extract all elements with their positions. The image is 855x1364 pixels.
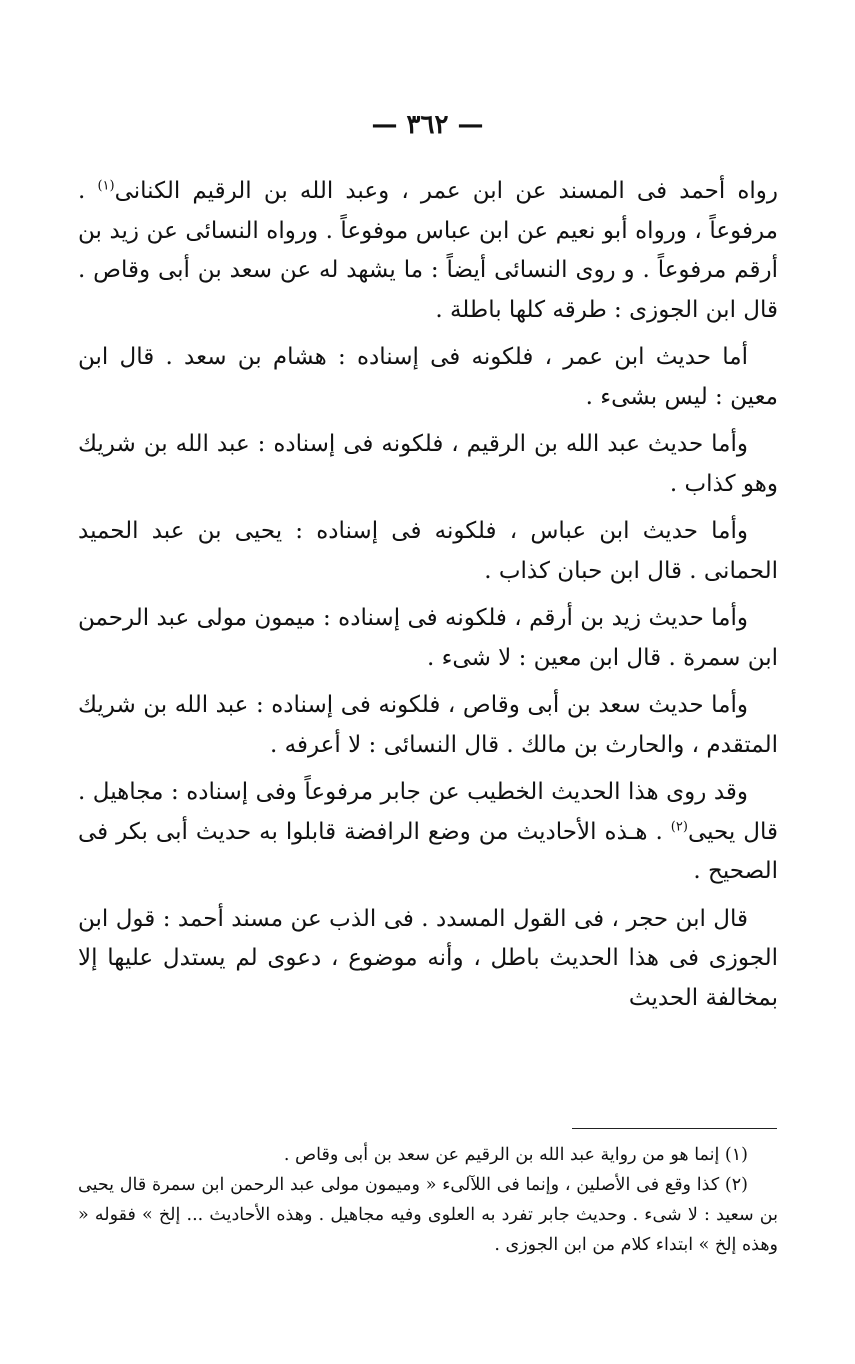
footnote-separator (572, 1128, 777, 1129)
paragraph-4: وأما حديث ابن عباس ، فلكونه فى إسناده : يحيى بن عبد الحميد الحمانى . قال ابن حبان كذاب . (78, 518, 778, 584)
footnote-ref-2[interactable]: (٢) (670, 818, 688, 834)
paragraph-3: وأما حديث عبد الله بن الرقيم ، فلكونه فى إسناده : عبد الله بن شريك وهو كذاب . (78, 431, 778, 497)
page-number: — ٣٦٢ — (371, 110, 484, 140)
footnote-2: (٢) كذا وقع فى الأصلين ، وإنما فى اللآلىء « وميمون مولى عبد الرحمن ابن سمرة قال يحيى بن سعيد : لا شىء . وحديث جابر تفرد به العلوى وفيه مجاهيل . وهذه الأحاديث ... إلخ » فقوله « وهذه إلخ » ابتداء كلام من ابن الجوزى . (78, 1175, 778, 1255)
footnotes (78, 1140, 778, 1260)
paragraph-7: وقد روى هذا الحديث الخطيب عن جابر مرفوعاً وفى إسناده : مجاهيل . قال يحيى$^{(٢)}$ . هـذه الأحاديث من وضع الرافضة قابلوا به حديث أبى بكر فى الصحيح . (78, 779, 778, 884)
paragraph-2: أما حديث ابن عمر ، فلكونه فى إسناده : هشام بن سعد . قال ابن معين : ليس بشىء . (78, 344, 778, 410)
paragraph-6: وأما حديث سعد بن أبى وقاص ، فلكونه فى إسناده : عبد الله بن شريك المتقدم ، والحارث بن مالك . قال النسائى : لا أعرفه . (78, 692, 778, 758)
paragraph-8: قال ابن حجر ، فى القول المسدد . فى الذب عن مسند أحمد : قول ابن الجوزى فى هذا الحديث باطل ، وأنه موضوع ، دعوى لم يستدل عليها إلا بمخالفة الحديث (78, 905, 778, 1011)
main-text (78, 172, 778, 1026)
paragraph-5: وأما حديث زيد بن أرقم ، فلكونه فى إسناده : ميمون مولى عبد الرحمن ابن سمرة . قال ابن معين : لا شىء . (78, 605, 778, 671)
footnote-1: (١) إنما هو من رواية عبد الله بن الرقيم عن سعد بن أبى وقاص . (283, 1145, 748, 1165)
footnote-ref-1[interactable]: (١) (97, 178, 115, 194)
paragraph-1: رواه أحمد فى المسند عن ابن عمر ، وعبد الله بن الرقيم الكنانى$^{(١)}$ . مرفوعاً ، ورواه أبو نعيم عن ابن عباس موفوعاً . ورواه النسائى عن زيد بن أرقم مرفوعاً . و روى النسائى أيضاً : ما يشهد له عن سعد بن أبى وقاص . قال ابن الجوزى : طرقه كلها باطلة . (78, 178, 778, 323)
